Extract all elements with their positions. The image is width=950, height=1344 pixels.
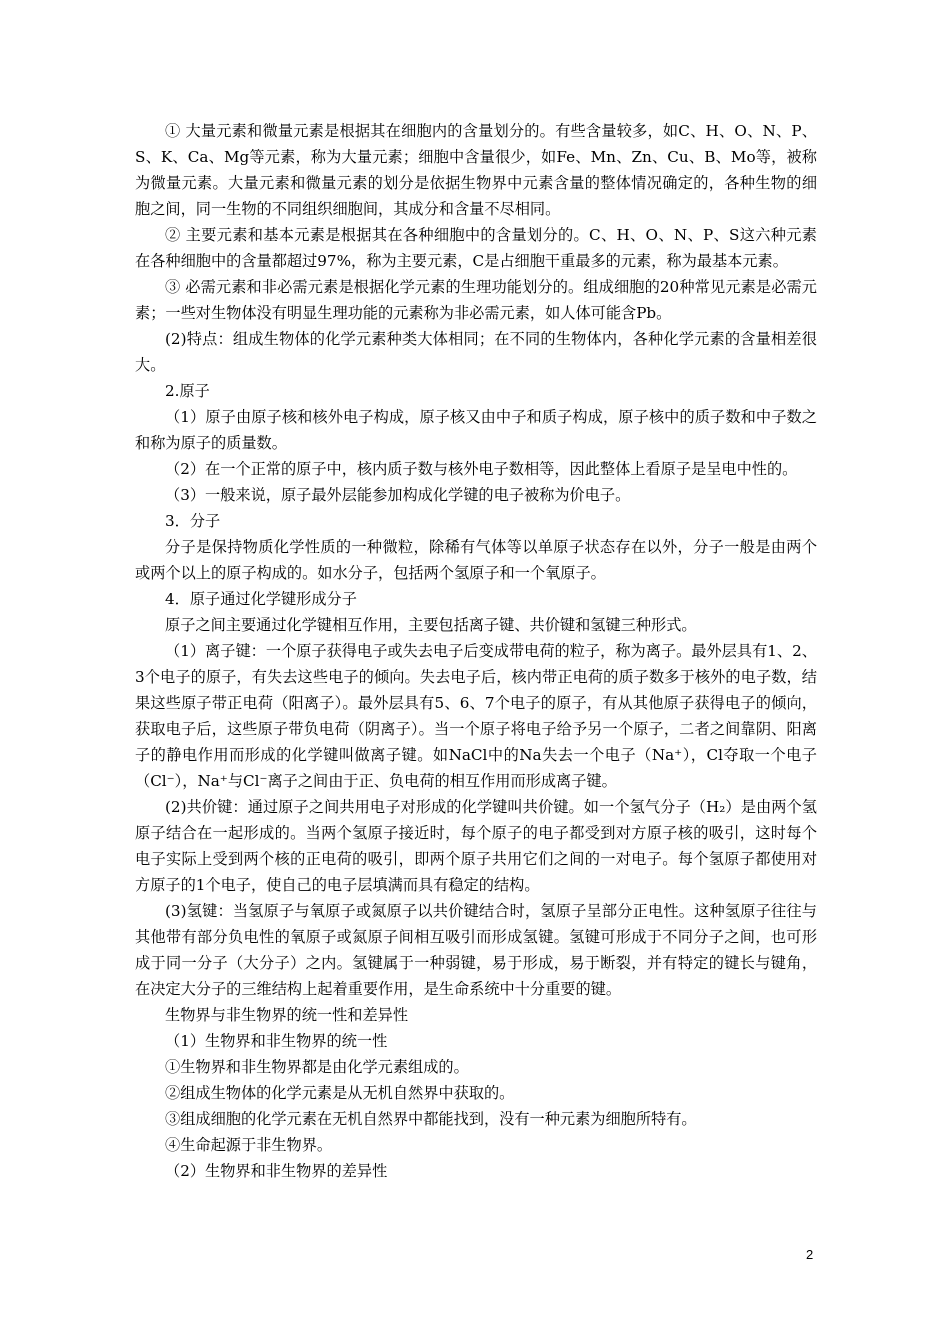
list-item-unity-4: ④生命起源于非生物界。 <box>165 1136 333 1154</box>
heading-unity-and-difference: 生物界与非生物界的统一性和差异性 <box>165 1006 408 1024</box>
paragraph-covalent-bond: (2)共价键：通过原子之间共用电子对形成的化学键叫共价键。如一个氢气分子（H₂）是由两个氢原子结合在一起形成的。当两个氢原子接近时，每个原子的电子都受到对方原子核的吸引，这时每个电子实际上受到两个核的正电荷的吸引，即两个原子共用它们之间的一对电子。每个氢原子都使用对方原子的1个电子，使自己的电子层填满而具有稳定的结构。 <box>135 798 817 894</box>
paragraph-element-features: (2)特点：组成生物体的化学元素种类大体相同；在不同的生物体内，各种化学元素的含量相差很大。 <box>135 330 817 374</box>
paragraph-atom-3: （3）一般来说，原子最外层能参加构成化学键的电子被称为价电子。 <box>165 486 631 504</box>
heading-atom: 2.原子 <box>165 382 210 400</box>
paragraph-element-classification-2: ② 主要元素和基本元素是根据其在各种细胞中的含量划分的。C、H、O、N、P、S这六种元素在各种细胞中的含量都超过97%，称为主要元素，C是占细胞干重最多的元素，称为最基本元素。 <box>135 226 817 270</box>
paragraph-atom-1: （1）原子由原子核和核外电子构成，原子核又由中子和质子构成，原子核中的质子数和中子数之和称为原子的质量数。 <box>135 408 817 452</box>
paragraph-chemical-bond-intro: 原子之间主要通过化学键相互作用，主要包括离子键、共价键和氢键三种形式。 <box>165 616 697 634</box>
subheading-difference: （2）生物界和非生物界的差异性 <box>165 1162 388 1180</box>
paragraph-atom-2: （2）在一个正常的原子中，核内质子数与核外电子数相等，因此整体上看原子是呈电中性的。 <box>165 460 798 478</box>
list-item-unity-2: ②组成生物体的化学元素是从无机自然界中获取的。 <box>165 1084 515 1102</box>
subheading-unity: （1）生物界和非生物界的统一性 <box>165 1032 388 1050</box>
list-item-unity-1: ①生物界和非生物界都是由化学元素组成的。 <box>165 1058 469 1076</box>
heading-chemical-bond: 4．原子通过化学键形成分子 <box>165 590 357 608</box>
paragraph-element-classification-1: ① 大量元素和微量元素是根据其在细胞内的含量划分的。有些含量较多，如C、H、O、N、P、S、K、Ca、Mg等元素，称为大量元素；细胞中含量很少，如Fe、Mn、Zn、Cu、B、Mo等，被称为微量元素。大量元素和微量元素的划分是依据生物界中元素含量的整体情况确定的，各种生物的细胞之间，同一生物的不同组织细胞间，其成分和含量不尽相同。 <box>135 122 817 218</box>
page-number: 2 <box>806 1247 814 1262</box>
list-item-unity-3: ③组成细胞的化学元素在无机自然界中都能找到，没有一种元素为细胞所特有。 <box>165 1110 697 1128</box>
paragraph-hydrogen-bond: (3)氢键：当氢原子与氧原子或氮原子以共价键结合时，氢原子呈部分正电性。这种氢原子往往与其他带有部分负电性的氧原子或氮原子间相互吸引而形成氢键。氢键可形成于不同分子之间，也可形成于同一分子（大分子）之内。氢键属于一种弱键，易于形成，易于断裂，并有特定的键长与键角，在决定大分子的三维结构上起着重要作用，是生命系统中十分重要的键。 <box>135 902 817 998</box>
page-body <box>135 118 817 1184</box>
heading-molecule: 3．分子 <box>165 512 221 530</box>
paragraph-element-classification-3: ③ 必需元素和非必需元素是根据化学元素的生理功能划分的。组成细胞的20种常见元素是必需元素；一些对生物体没有明显生理功能的元素称为非必需元素，如人体可能含Pb。 <box>135 278 817 322</box>
paragraph-molecule: 分子是保持物质化学性质的一种微粒，除稀有气体等以单原子状态存在以外，分子一般是由两个或两个以上的原子构成的。如水分子，包括两个氢原子和一个氧原子。 <box>135 538 817 582</box>
paragraph-ionic-bond: （1）离子键：一个原子获得电子或失去电子后变成带电荷的粒子，称为离子。最外层具有1、2、3个电子的原子，有失去这些电子的倾向。失去电子后，核内带正电荷的质子数多于核外的电子数，结果这些原子带正电荷（阳离子）。最外层具有5、6、7个电子的原子，有从其他原子获得电子的倾向，获取电子后，这些原子带负电荷（阴离子）。当一个原子将电子给予另一个原子，二者之间靠阴、阳离子的静电作用而形成的化学键叫做离子键。如NaCl中的Na失去一个电子（Na⁺），Cl夺取一个电子（Cl⁻），Na⁺与Cl⁻离子之间由于正、负电荷的相互作用而形成离子键。 <box>135 642 817 790</box>
